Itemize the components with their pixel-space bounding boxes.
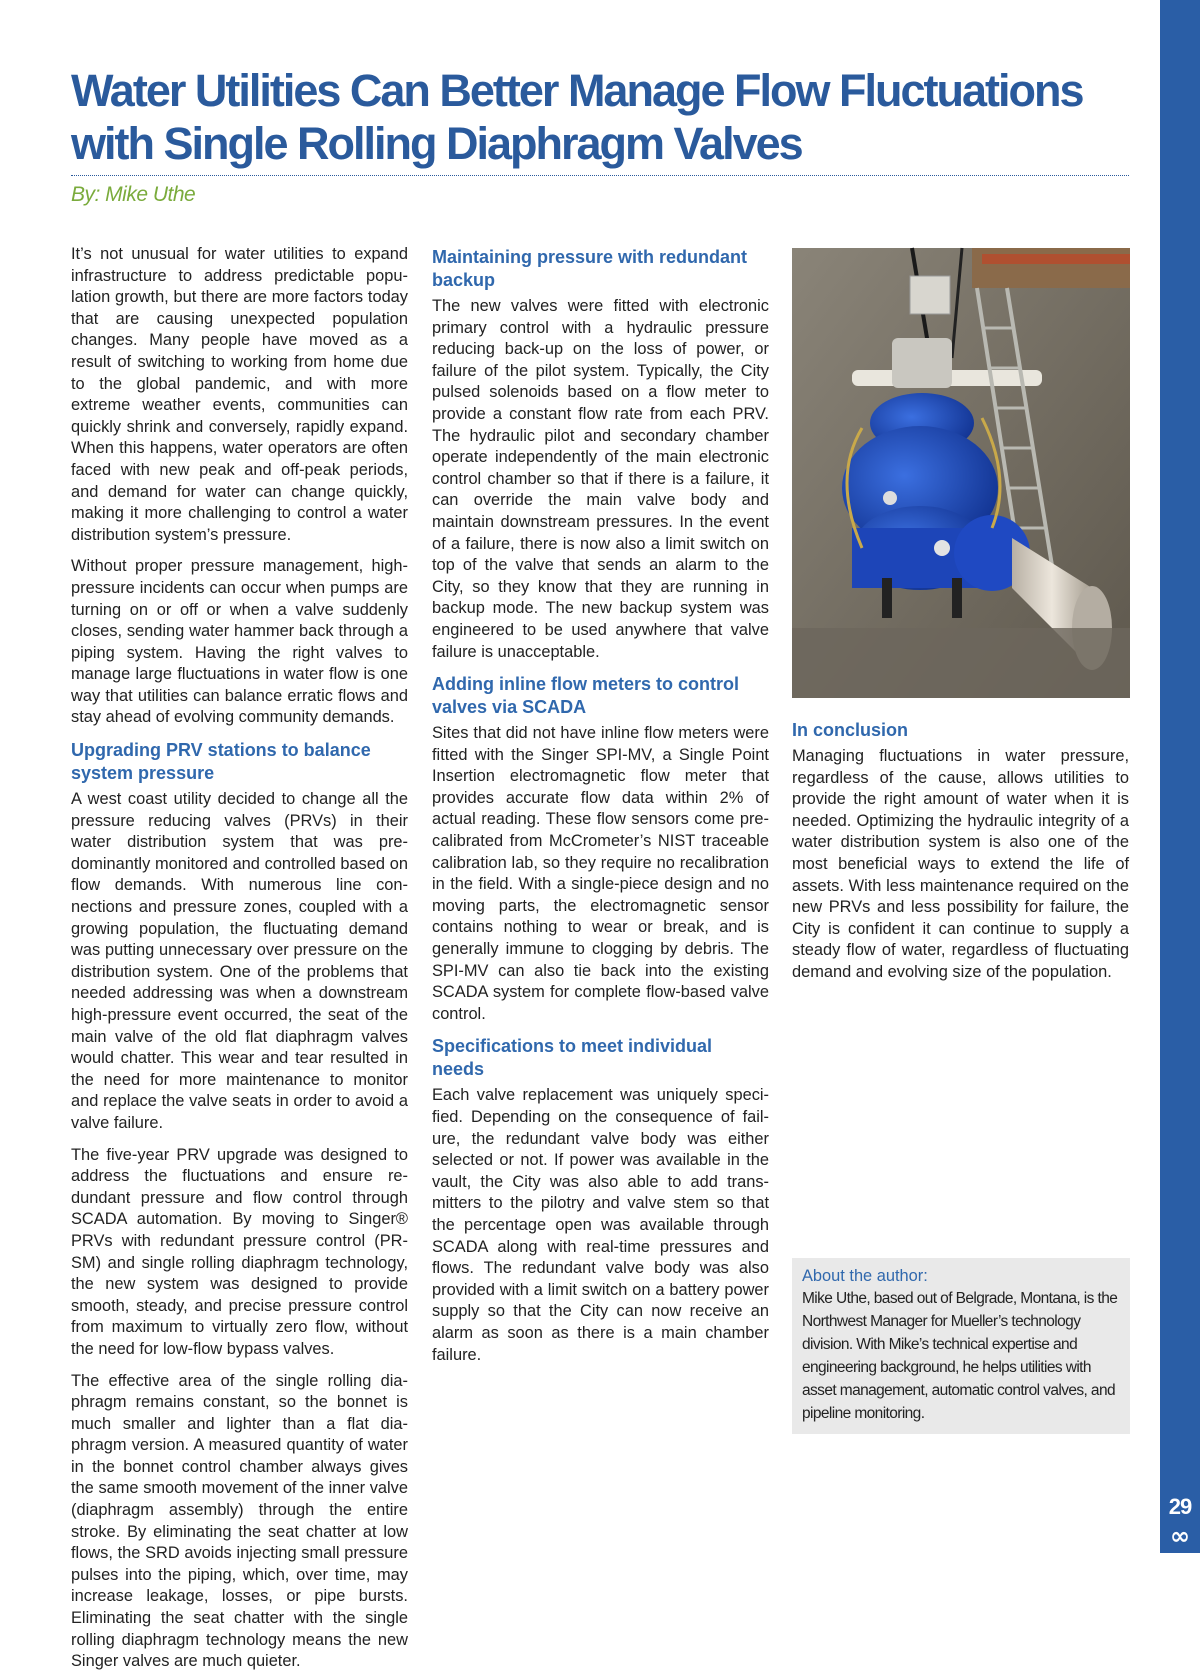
section-heading: Specifications to meet individual needs: [432, 1036, 713, 1080]
paragraph: Sites that did not have inline flow meters were fitted with the Singer SPI-MV, a Single Point Insertion electromagnetic flow meter that provides accurate flow data within 2% of actual reading. These flow sensors come pre-calibrated from McCrometer’s NIST traceable calibration lab, so they require no recalibration in the field. With a single-piece design and no moving parts, the electromagnetic sensor contains nothing to wear or break, and is generally immune to clogging by debris. The SPI-MV can also tie back into the existing SCADA system for complete flow-based valve control.: [432, 724, 769, 1023]
column-1: [71, 244, 408, 1673]
section-heading: Upgrading PRV stations to balance system pressure: [71, 740, 371, 784]
infinity-icon: ∞: [1170, 1522, 1190, 1550]
paragraph: Managing fluctuations in water pressure, regardless of the cause, allows utilities to provide the right amount of water when it is needed. Optimizing the hydraulic integrity of a water distribution system is also one of the most beneficial ways to extend the life of assets. With less maintenance required on the new PRVs and less possibility for failure, the City is confident it can continue to supply a steady flow of water, regardless of fluctuating demand and evolving size of the population.: [792, 747, 1129, 981]
page-number: 29: [1168, 1494, 1192, 1519]
about-author-heading: About the author:: [802, 1267, 928, 1285]
section-heading: Maintaining pressure with redundant backup: [432, 247, 748, 290]
paragraph: Without proper pressure management, high-pressure incidents can occur when pumps are turning on or off or when a valve suddenly closes, sending water hammer back through a piping system. Having the right valves to manage large fluctuations in water flow is one way that utilities can balance erratic flows and stay ahead of evolving community demands.: [71, 557, 408, 727]
about-author-text: Mike Uthe, based out of Belgrade, Montana, is the Northwest Manager for Mueller’s technology division. With Mike’s technical expertise and engineering background, he helps utilities with asset management, automatic control valves, and pipeline monitoring.: [802, 1290, 1118, 1422]
title-divider: [71, 175, 1129, 176]
about-author-box: [792, 1258, 1130, 1434]
paragraph: A west coast utility decided to change all the pressure reducing valves (PRVs) in their water distribution system that was predominantly monitored and controlled based on flow demands. With numerous line connections and pressure zones, coupled with a growing population, the fluctuating demand was putting unnecessary over pressure on the distribution system. One of the problems that needed addressing was when a downstream high-pressure event occurred, the seat of the main valve of the old flat diaphragm valves would chatter. This wear and tear resulted in the need for more maintenance to monitor and replace the valve seats in order to avoid a valve failure.: [71, 790, 408, 1132]
column-3: [792, 717, 1129, 994]
paragraph: The five-year PRV upgrade was designed to address the fluctuations and ensure redundant pressure and flow control through SCADA automation. By moving to Singer® PRVs with redundant pressure control (PRSM) and single rolling diaphragm technology, the new system was designed to provide smooth, steady, and precise pressure control from maximum to virtually zero flow, without the need for low-flow bypass valves.: [71, 1145, 408, 1358]
section-heading: Adding inline flow meters to control valves via SCADA: [432, 674, 740, 718]
column-2: [432, 244, 769, 1376]
article-title: [71, 64, 1151, 170]
title-line-2: with Single Rolling Diaphragm Valves: [71, 118, 802, 169]
section-heading: In conclusion: [792, 720, 909, 740]
byline: By: Mike Uthe: [71, 183, 196, 206]
valve-photo: [792, 248, 1130, 698]
paragraph: The new valves were fitted with electronic primary control with a hydraulic pressure reducing back-up on the loss of power, or failure of the pilot system. Typically, the City pulsed solenoids based on a flow meter to provide a constant flow rate from each PRV. The hydraulic pilot and secondary chamber operate independently of the main electronic control chamber so that if there is a failure, it can override the main valve body and maintain downstream pressures. In the event of a failure, there is now also a limit switch on top of the valve that sends an alarm to the City, so they know that they are running in backup mode. The new backup system was engineered to be used anywhere that valve failure is unacceptable.: [432, 297, 769, 661]
side-color-bar: [1160, 0, 1200, 1553]
paragraph: It’s not unusual for water utilities to expand infrastructure to address predictable population growth, but there are more factors today that are causing unexpected population changes. Many people have moved as a result of switching to working from home due to the global pandemic, and with more extreme weather events, communities can quickly shrink and conversely, rapidly expand. When this happens, water operators are often faced with new peak and off-peak periods, and demand for water can change quickly, making it more challenging to control a water distribution system’s pressure.: [71, 245, 408, 544]
paragraph: [71, 1371, 408, 1673]
paragraph: Each valve replacement was uniquely specified. Depending on the consequence of failure, the redundant valve body was either selected or not. If power was available in the vault, the City was also able to add transmitters to the pilotry and valve stem so that the percentage open was available through SCADA along with real-time pressures and flows. The redundant valve body was also provided with a limit switch on a battery power supply so that the City can now receive an alarm as soon as there is a main chamber failure.: [432, 1086, 769, 1364]
title-line-1: Water Utilities Can Better Manage Flow Fluctuations: [71, 65, 1083, 116]
paragraph-fragment: The effective area of the single rolling diaphragm remains constant, so the bonnet is much smaller and lighter than a flat diaphragm version. A measured quantity of water in the bonnet control chamber always gives the same smooth movement of the inner valve (diaphragm assembly) through the entire stroke. By eliminating the seat chatter at low flows, the SRD avoids injecting small pressure pulses into the piping, which, over time, may increase leakage, losses, or pipe bursts. Eliminating the seat chatter with the single rolling diaphragm technology means the new Singer valves are much quieter.: [71, 1371, 408, 1671]
